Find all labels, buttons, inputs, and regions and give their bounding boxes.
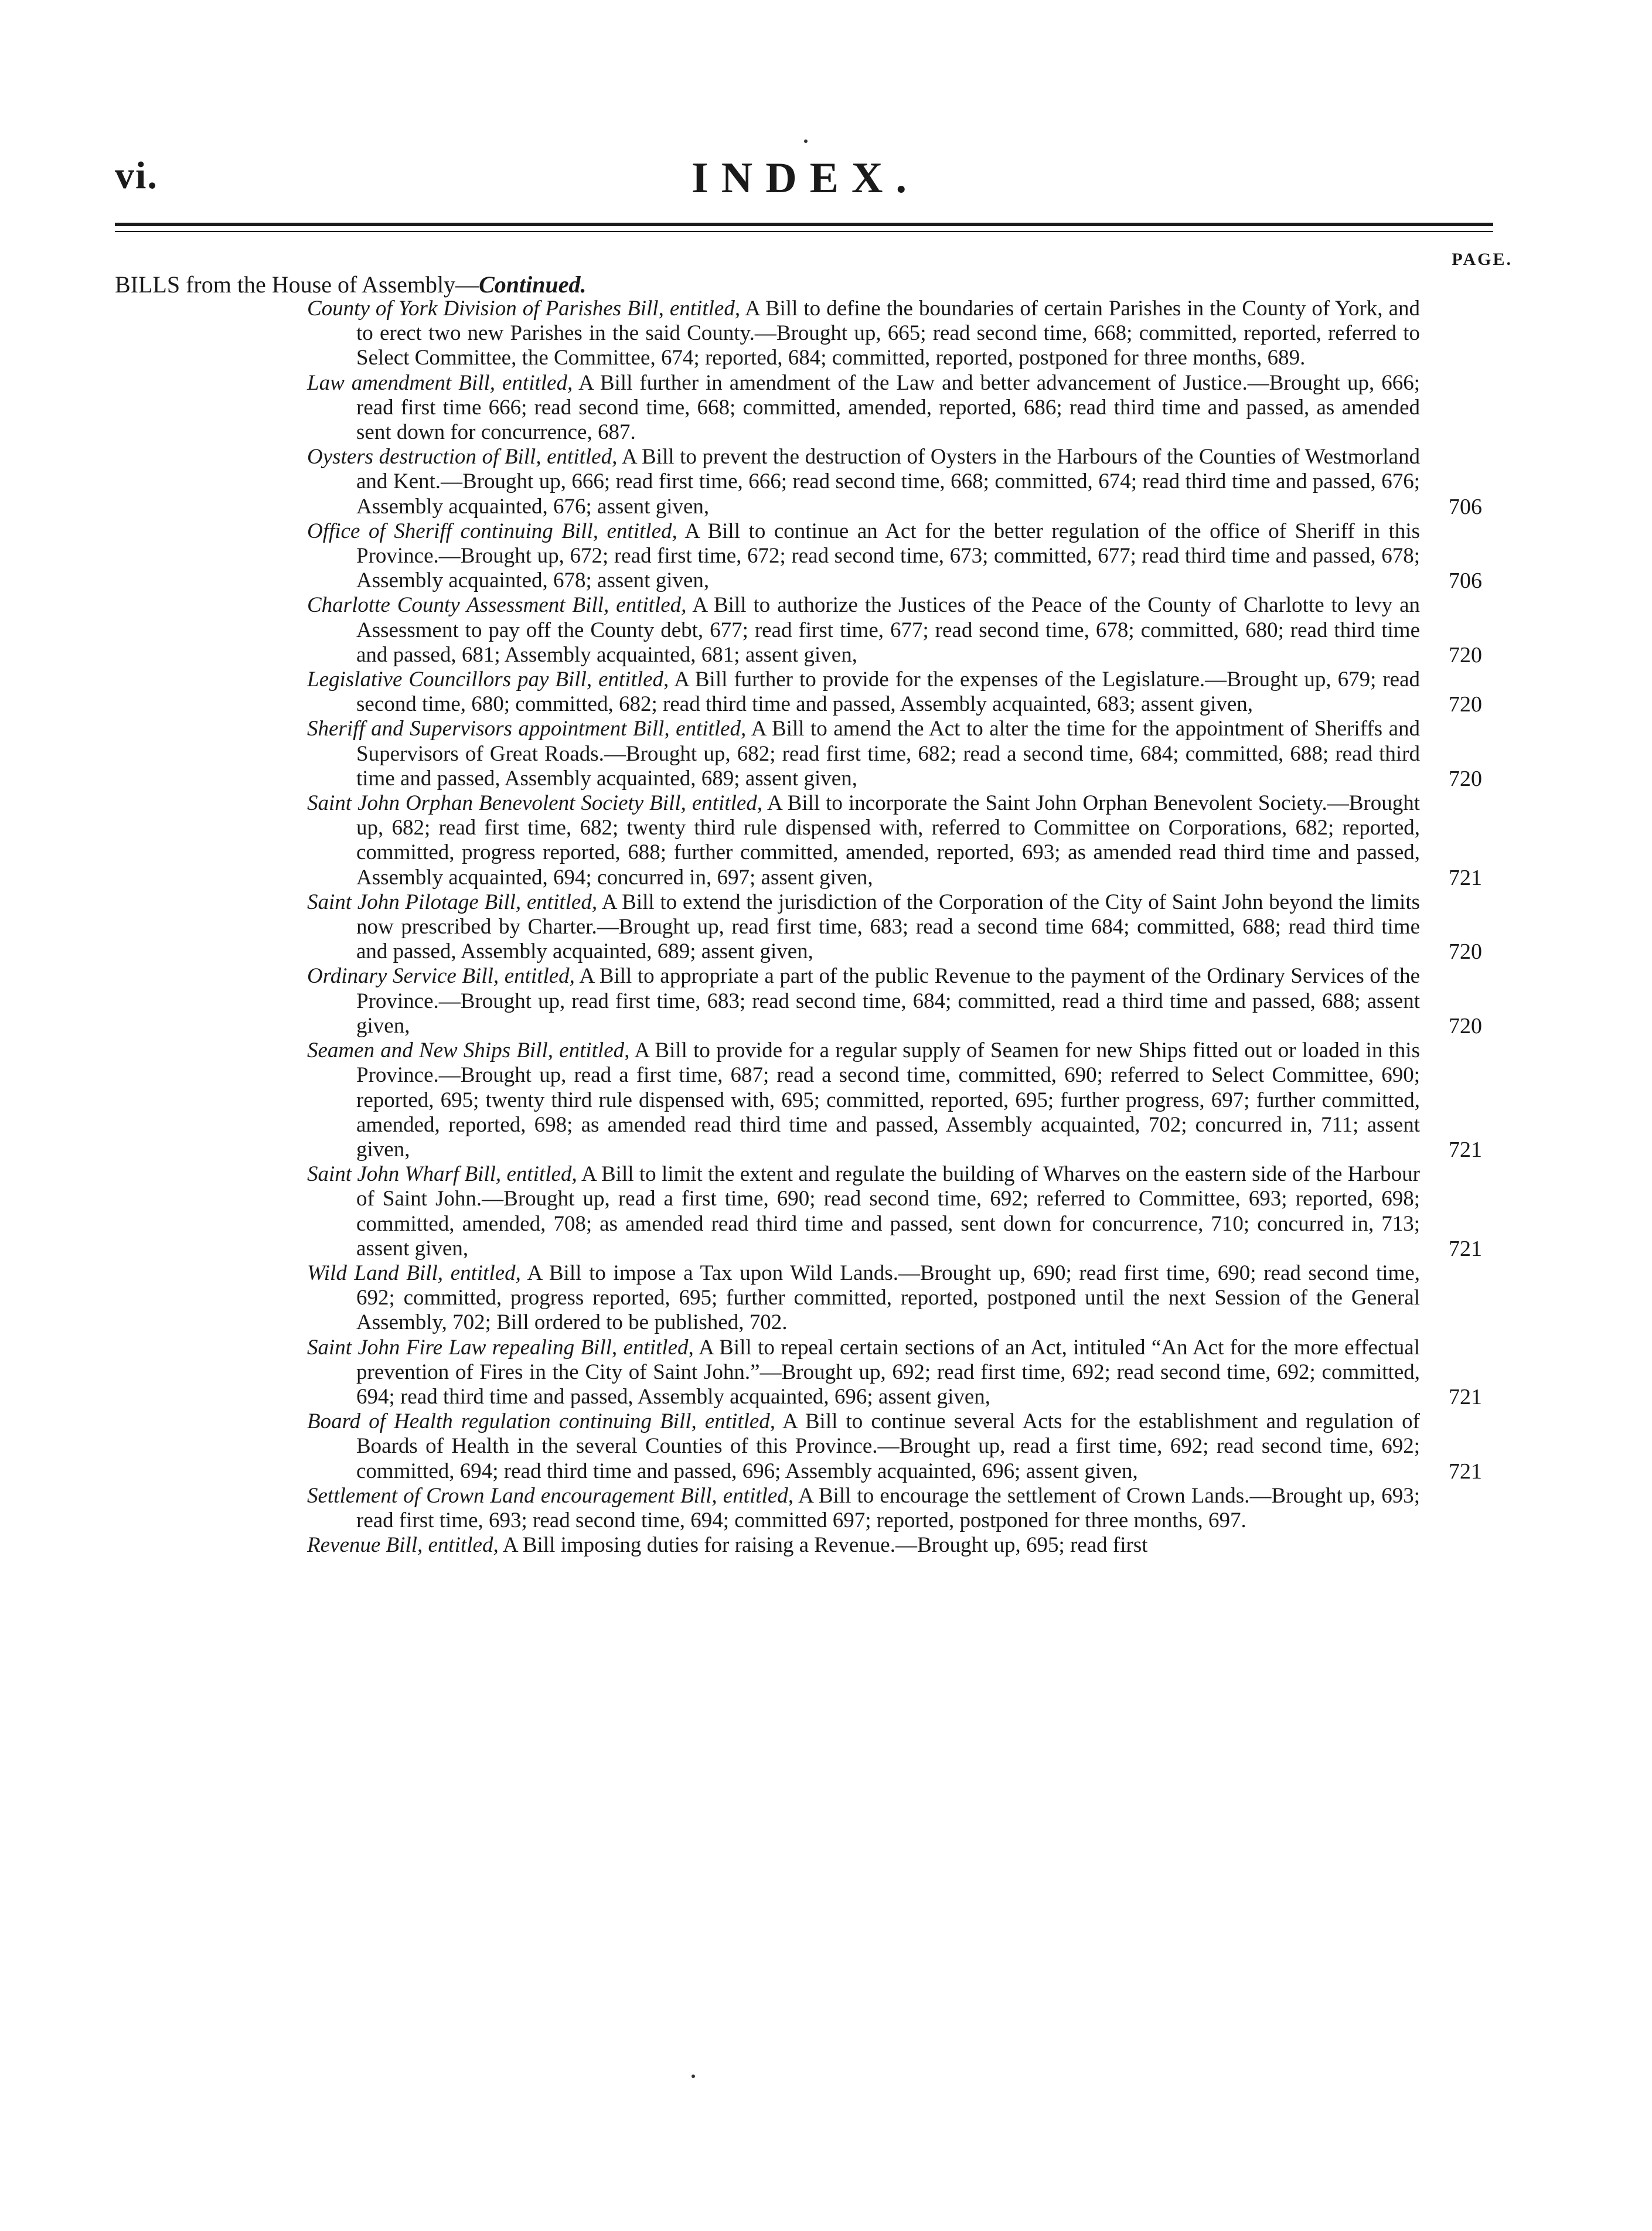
entry-text: A Bill further in amendment of the Law and better advancement of Justice.—Brought up, 666; read first time 666; read second time, 668; committed, amended, reported, 686; read third time and passed, as amended sent down for concurrence, 687. xyxy=(356,370,1420,445)
section-heading xyxy=(115,271,586,299)
entry-text: A Bill to limit the extent and regulate the building of Wharves on the eastern side of the Harbour of Saint John.—Brought up, read a first time, 690; read second time, 692; referred to Committee, 693; reported, 698; committed, amended, 708; as amended read third time and passed, sent down for concurrence, 710; concurred in, 713; assent given, xyxy=(356,1162,1420,1261)
entry-text: A Bill further to provide for the expenses of the Legislature.—Brought up, 679; read second time, 680; committed, 682; read third time and passed, Assembly acquainted, 683; assent given, xyxy=(356,667,1420,717)
entry-text: A Bill to appropriate a part of the public Revenue to the payment of the Ordinary Services of the Province.—Brought up, read first time, 683; read second time, 684; committed, read a third time and passed, 688; assent given, xyxy=(356,964,1420,1038)
entry-text: A Bill to define the boundaries of certain Parishes in the County of York, and to erect two new Parishes in the said County.—Brought up, 665; read second time, 668; committed, reported, referred to Select Committee, the Committee, 674; reported, 684; committed, reported, postponed for three months, 689. xyxy=(356,297,1420,370)
entry-title: Ordinary Service Bill, entitled, xyxy=(307,964,575,989)
index-entry xyxy=(307,1261,1420,1336)
entry-text: A Bill to incorporate the Saint John Orphan Benevolent Society.—Brought up, 682; read first time, 682; twenty third rule dispensed with, referred to Committee on Corporations, 682; reported, committed, progress reported, 688; further committed, amended, reported, 693; as amended read third time and passed, Assembly acquainted, 694; concurred in, 697; assent given, xyxy=(356,791,1420,890)
entry-page: 706 xyxy=(1449,568,1482,594)
entry-page: 721 xyxy=(1449,1384,1482,1409)
entry-title: Saint John Fire Law repealing Bill, entitled, xyxy=(307,1335,694,1360)
entry-title: Saint John Orphan Benevolent Society Bill, entitled, xyxy=(307,791,763,816)
index-entry xyxy=(307,593,1482,667)
entry-title: Revenue Bill, entitled, xyxy=(307,1533,499,1558)
section-heading-continued: Continued. xyxy=(479,271,587,298)
entry-title: Wild Land Bill, entitled, xyxy=(307,1261,521,1285)
entry-text: A Bill to prevent the destruction of Oysters in the Harbours of the Counties of Westmorland and Kent.—Brought up, 666; read first time, 666; read second time, 668; committed, 674; read third time and passed, 676; Assembly acquainted, 676; assent given, xyxy=(356,445,1420,519)
entry-text: A Bill to continue an Act for the better regulation of the office of Sheriff in this Province.—Brought up, 672; read first time, 672; read second time, 673; committed, 677; read third time and passed, 678; Assembly acquainted, 678; assent given, xyxy=(356,519,1420,593)
index-entry xyxy=(307,791,1482,890)
header-rule-thin xyxy=(115,231,1493,232)
index-entry xyxy=(307,297,1420,371)
index-entry xyxy=(307,1162,1482,1261)
index-entry xyxy=(307,1038,1482,1162)
entry-page: 721 xyxy=(1449,865,1482,890)
entry-title: Settlement of Crown Land encouragement Bill, entitled, xyxy=(307,1483,794,1508)
entry-title: Saint John Wharf Bill, entitled, xyxy=(307,1162,577,1187)
entry-text: A Bill to continue several Acts for the establishment and regulation of Boards of Health in the several Counties of this Province.—Brought up, read a first time, 692; read second time, 692; committed, 694; read third time and passed, 696; Assembly acquainted, 696; assent given, xyxy=(356,1409,1420,1483)
page-title: INDEX. xyxy=(692,154,919,202)
page-column-label: PAGE. xyxy=(1452,250,1513,269)
index-entry xyxy=(307,717,1482,791)
entry-page: 706 xyxy=(1449,494,1482,519)
index-entry xyxy=(307,964,1482,1038)
index-entries xyxy=(0,297,1652,1558)
entry-page: 721 xyxy=(1449,1236,1482,1261)
scan-speck xyxy=(804,139,808,143)
entry-title: Sheriff and Supervisors appointment Bill, entitled, xyxy=(307,717,747,741)
index-entry xyxy=(307,890,1482,965)
index-entry xyxy=(307,445,1482,519)
index-entry xyxy=(307,1533,1420,1558)
index-entry xyxy=(307,519,1482,594)
entry-text: A Bill to impose a Tax upon Wild Lands.—Brought up, 690; read first time, 690; read second time, 692; committed, progress reported, 695; further committed, reported, postponed until the next Session of the General Assembly, 702; Bill ordered to be published, 702. xyxy=(356,1261,1420,1335)
entry-title: Board of Health regulation continuing Bill, entitled, xyxy=(307,1409,776,1434)
entry-text: A Bill to encourage the settlement of Crown Lands.—Brought up, 693; read first time, 693; read second time, 694; committed 697; reported, postponed for three months, 697. xyxy=(356,1483,1420,1532)
page-number: vi. xyxy=(115,154,158,197)
entry-title: Law amendment Bill, entitled, xyxy=(307,370,573,395)
entry-text: A Bill imposing duties for raising a Revenue.—Brought up, 695; read first xyxy=(498,1533,1148,1558)
index-entry xyxy=(307,1484,1420,1533)
entry-page: 720 xyxy=(1449,939,1482,965)
index-entry xyxy=(307,371,1420,445)
entry-page: 721 xyxy=(1449,1459,1482,1484)
entry-page: 720 xyxy=(1449,642,1482,667)
entry-text: A Bill to provide for a regular supply of Seamen for new Ships fitted out or loaded in this Province.—Brought up, read a first time, 687; read a second time, committed, 690; referred to Select Committee, 690; reported, 695; twenty third rule dispensed with, 695; committed, reported, 695; further progress, 697; further committed, amended, reported, 698; as amended read third time and passed, Assembly acquainted, 702; concurred in, 711; assent given, xyxy=(356,1038,1420,1162)
scan-speck xyxy=(692,2075,695,2078)
header-rule-thick xyxy=(115,223,1493,226)
entry-page: 720 xyxy=(1449,692,1482,717)
entry-title: Charlotte County Assessment Bill, entitled, xyxy=(307,593,687,618)
entry-title: County of York Division of Parishes Bill, entitled, xyxy=(307,297,741,321)
index-entry xyxy=(307,1335,1482,1410)
index-entry xyxy=(307,667,1482,717)
entry-text: A Bill to extend the jurisdiction of the Corporation of the City of Saint John beyond the limits now prescribed by Charter.—Brought up, read first time, 683; read a second time 684; committed, 688; read third time and passed, Assembly acquainted, 689; assent given, xyxy=(356,890,1421,964)
entry-title: Legislative Councillors pay Bill, entitled, xyxy=(307,667,669,692)
entry-page: 721 xyxy=(1449,1137,1482,1162)
entry-title: Seamen and New Ships Bill, entitled, xyxy=(307,1038,630,1063)
entry-text: A Bill to authorize the Justices of the Peace of the County of Charlotte to levy an Assessment to pay off the County debt, 677; read first time, 677; read second time, 678; committed, 680; read third time and passed, 681; Assembly acquainted, 681; assent given, xyxy=(356,593,1420,667)
index-entry xyxy=(307,1409,1482,1484)
entry-title: Saint John Pilotage Bill, entitled, xyxy=(307,890,598,914)
entry-text: A Bill to amend the Act to alter the time for the appointment of Sheriffs and Supervisors of Great Roads.—Brought up, 682; read first time, 682; read a second time, 684; committed, 688; read third time and passed, Assembly acquainted, 689; assent given, xyxy=(356,717,1420,791)
entry-page: 720 xyxy=(1449,1013,1482,1038)
entry-text: A Bill to repeal certain sections of an Act, intituled “An Act for the more effectual prevention of Fires in the City of Saint John.”—Brought up, 692; read first time, 692; read second time, 692; committed, 694; read third time and passed, Assembly acquainted, 696; assent given, xyxy=(356,1335,1421,1409)
entry-title: Oysters destruction of Bill, entitled, xyxy=(307,445,618,469)
entry-page: 720 xyxy=(1449,766,1482,791)
section-heading-text: BILLS from the House of Assembly— xyxy=(115,271,479,298)
entry-title: Office of Sheriff continuing Bill, entitled, xyxy=(307,519,677,543)
